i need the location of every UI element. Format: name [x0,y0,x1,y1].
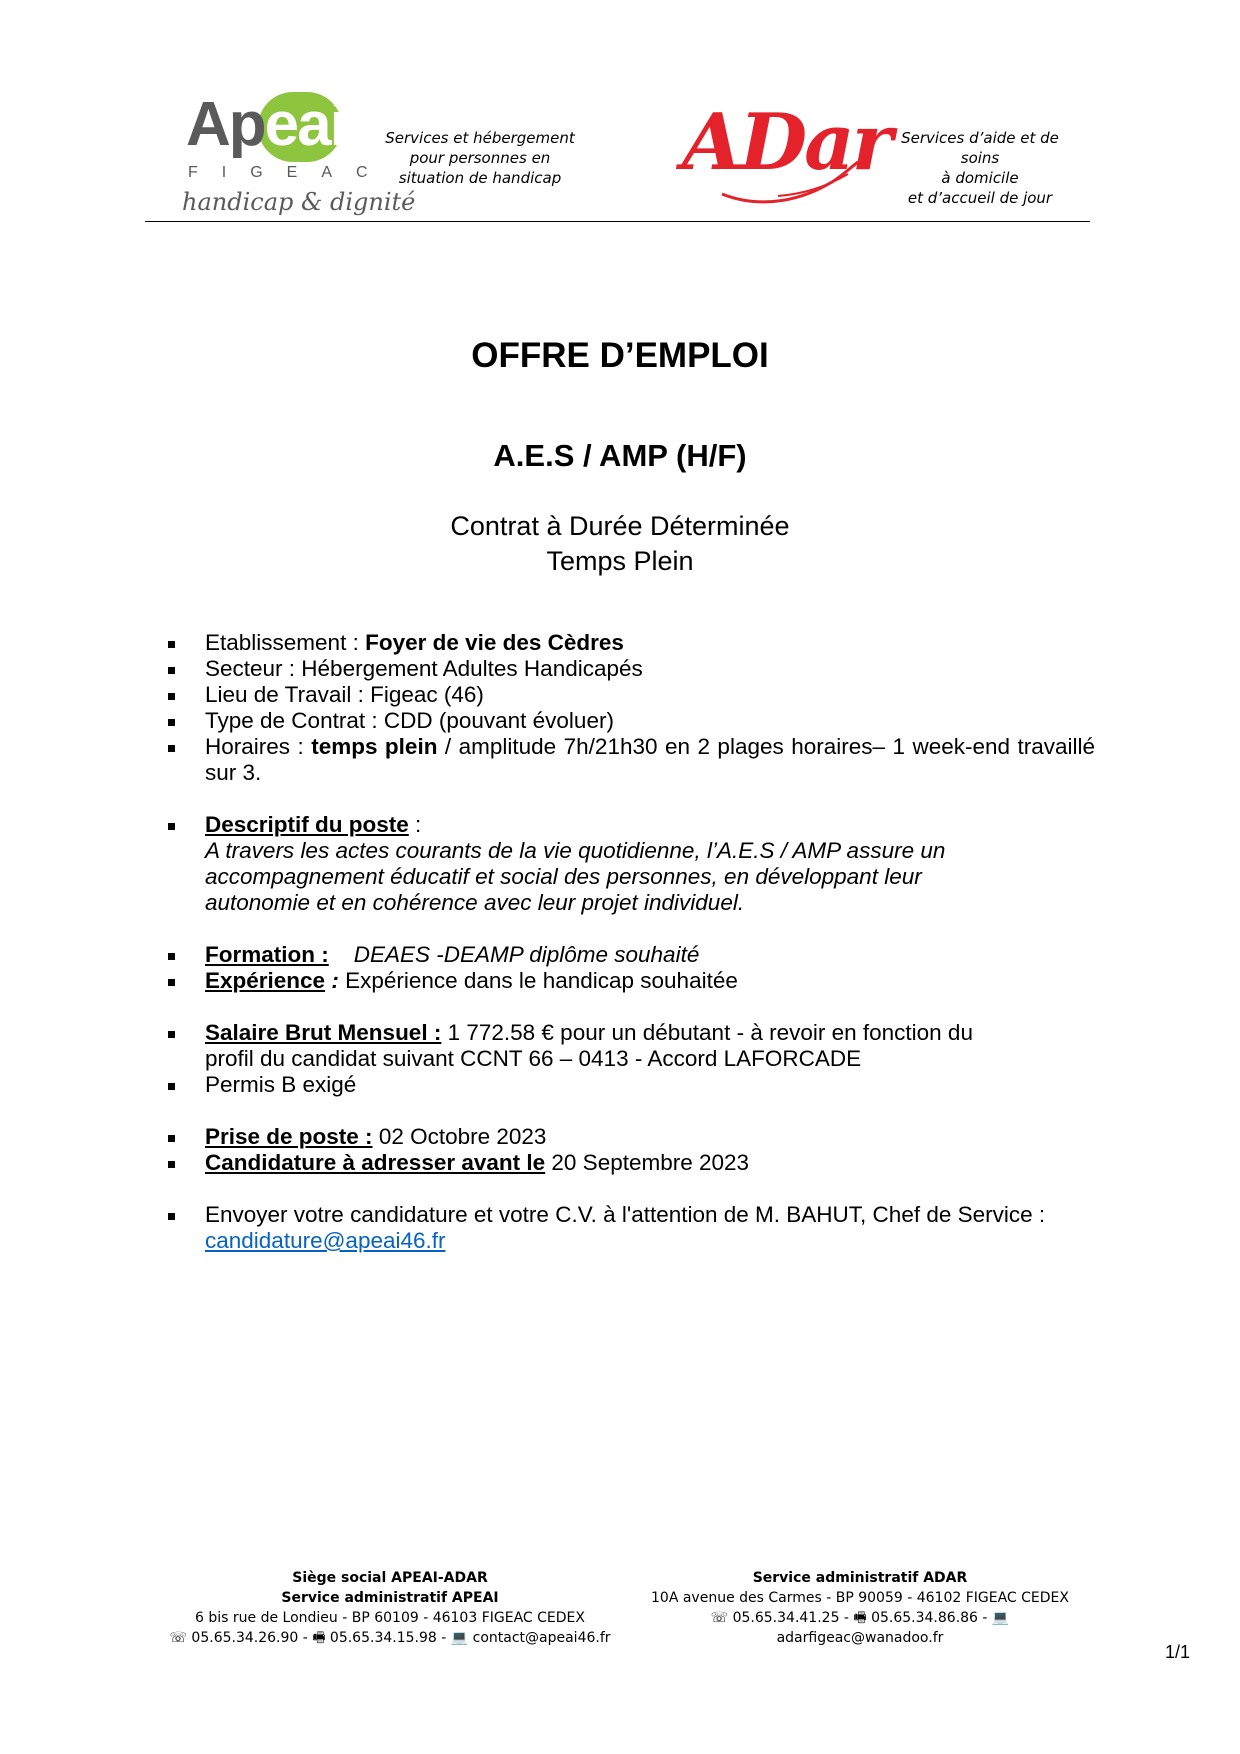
list-item-horaires: Horaires : temps plein / amplitude 7h/21h30 en 2 plages horaires– 1 week-end travaillé sur 3. [165,734,1095,786]
candidature-email-link[interactable]: candidature@apeai46.fr [205,1228,446,1253]
page-title: OFFRE D’EMPLOI [471,336,769,375]
list-item-type-contrat: Type de Contrat : CDD (pouvant évoluer) [165,708,1095,734]
list-item-formation: Formation : DEAES -DEAMP diplôme souhaité [165,942,1095,968]
contract-subtitle: Contrat à Durée Déterminée Temps Plein [450,511,790,576]
list-item-prise-de-poste: Prise de poste : 02 Octobre 2023 [165,1124,1095,1150]
footer-apeai: Siège social APEAI-ADAR Service administratif APEAI 6 bis rue de Londieu - BP 60109 - 46103 FIGEAC CEDEX ☏ 05.65.34.26.90 - 🖷 05.65.34.15.98 - 💻 contact@apeai46.fr [169,1570,611,1646]
apeai-description: Services et hébergement pour personnes en situation de handicap [385,129,575,187]
list-item-permis: Permis B exigé [165,1072,1095,1098]
footer-adar: Service administratif ADAR 10A avenue des Carmes - BP 90059 - 46102 FIGEAC CEDEX ☏ 05.65.34.41.25 - 🖷 05.65.34.86.86 - 💻 adarfigeac@wanadoo.fr [651,1570,1069,1646]
job-details-list [165,630,1095,1254]
apeai-logo-tagline: handicap & dignité [182,188,416,216]
list-item-etablissement: Etablissement : Foyer de vie des Cèdres [165,630,1095,656]
list-item-secteur: Secteur : Hébergement Adultes Handicapés [165,656,1095,682]
adar-hands-icon [682,98,872,208]
header-divider [145,221,1090,222]
list-item-experience: Expérience : Expérience dans le handicap souhaitée [165,968,1095,994]
apeai-logo-word: Apeai [186,90,345,159]
list-item-salaire: Salaire Brut Mensuel : 1 772.58 € pour un débutant - à revoir en fonction du profil du candidat suivant CCNT 66 – 0413 - Accord LAFORCADE [165,1020,1005,1072]
list-item-envoi: Envoyer votre candidature et votre C.V. à l'attention de M. BAHUT, Chef de Service : candidature@apeai46.fr [165,1202,1095,1254]
apeai-logo [180,90,416,220]
descriptif-text: A travers les actes courants de la vie quotidienne, l’A.E.S / AMP assure un accompagnement éducatif et social des personnes, en développant leur autonomie et en cohérence avec leur projet individuel. [205,838,946,915]
position-title: A.E.S / AMP (H/F) [493,438,747,473]
page-number: 1/1 [1165,1642,1191,1662]
apeai-logo-city: FIGEAC [188,164,392,181]
list-item-lieu: Lieu de Travail : Figeac (46) [165,682,1095,708]
adar-logo [682,97,890,208]
list-item-descriptif: Descriptif du poste : A travers les actes courants de la vie quotidienne, l’A.E.S / AMP assure un accompagnement éducatif et social des personnes, en développant leur autonomie et en cohérence avec leur projet individuel. [165,812,1095,916]
list-item-candidature: Candidature à adresser avant le 20 Septembre 2023 [165,1150,1095,1176]
adar-logo-word: ADar [682,97,890,188]
adar-description: Services d’aide et de soins à domicile et d’accueil de jour [901,129,1059,207]
